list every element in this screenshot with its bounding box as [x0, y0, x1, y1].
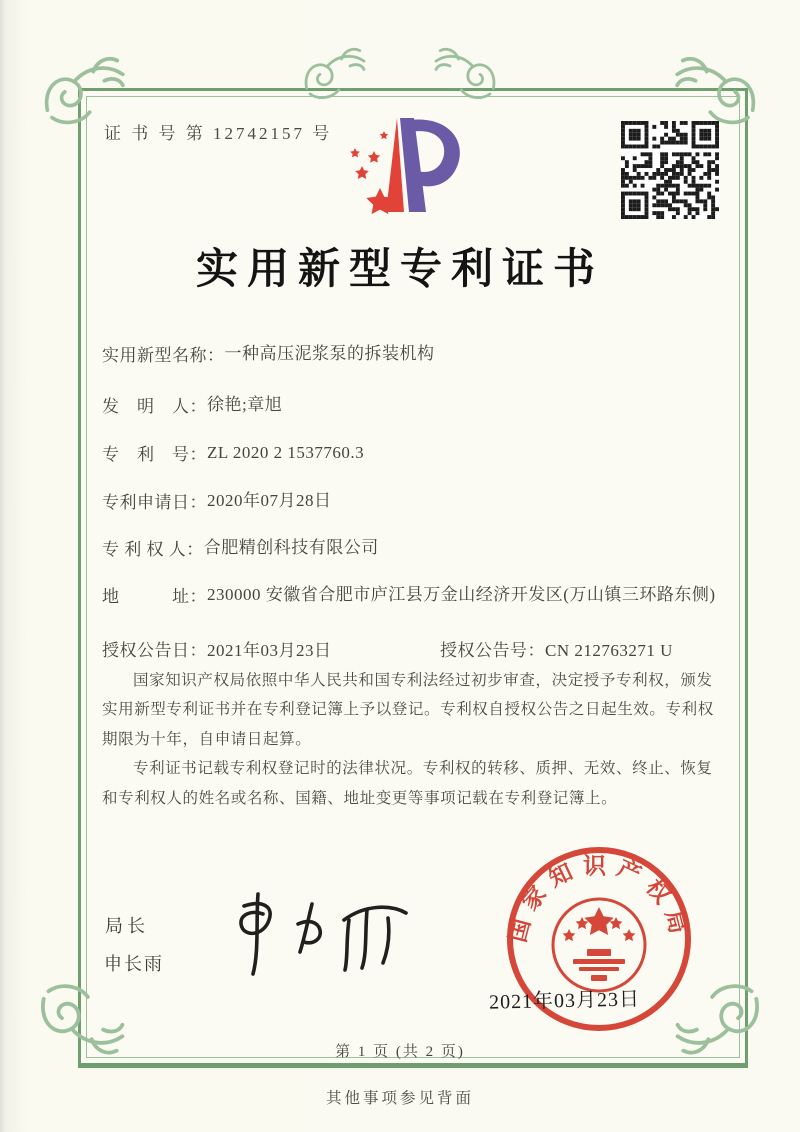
cnipa-logo-icon	[336, 106, 472, 237]
field-label: 地 址：	[102, 587, 207, 606]
field-value: 230000 安徽省合肥市庐江县万金山经济开发区(万山镇三环路东侧)	[207, 585, 716, 604]
grant-date-value: 2021年03月23日	[207, 641, 332, 660]
seal-date: 2021年03月23日	[488, 988, 641, 1014]
field-value: ZL 2020 2 1537760.3	[207, 443, 365, 462]
grant-number-value: CN 212763271 U	[545, 641, 673, 660]
legal-text-block	[102, 666, 714, 813]
seal-arc-text: 国家知识产权局	[504, 853, 694, 945]
field-value: 一种高压泥浆泵的拆装机构	[224, 344, 435, 363]
handwritten-signature	[212, 878, 424, 995]
back-side-note: 其他事项参见背面	[325, 1090, 474, 1107]
grant-number-label: 授权公告号：	[440, 641, 545, 660]
field-value: 2020年07月28日	[207, 491, 332, 510]
certificate-number: 证 书 号 第 12742157 号	[104, 124, 333, 143]
field-label: 实用新型名称：	[102, 346, 225, 365]
certificate-title: 实用新型专利证书	[195, 247, 604, 293]
field-utility-model-name	[102, 341, 716, 367]
field-value: 徐艳;章旭	[207, 395, 283, 414]
field-filing-date	[102, 488, 716, 514]
field-label: 专利申请日：	[102, 493, 207, 512]
grant-number-group	[440, 636, 673, 661]
field-grant-row	[102, 636, 716, 661]
field-patent-number	[102, 440, 716, 466]
field-label: 发 明 人：	[102, 397, 207, 416]
legal-paragraph: 专利证书记载专利权登记时的法律状况。专利权的转移、质押、无效、终止、恢复和专利权人的姓名或名称、国籍、地址变更等事项记载在专利登记簿上。	[102, 760, 713, 807]
commissioner-name: 申长雨	[104, 954, 164, 974]
grant-date-label: 授权公告日：	[102, 641, 207, 660]
commissioner-title: 局长	[105, 916, 149, 936]
field-label: 专 利 权 人：	[102, 540, 204, 559]
field-value: 合肥精创科技有限公司	[203, 538, 379, 557]
field-patentee	[102, 535, 716, 561]
field-address	[102, 582, 716, 608]
page-number: 第 1 页 (共 2 页)	[335, 1044, 465, 1060]
field-inventors	[102, 392, 716, 418]
legal-paragraph: 国家知识产权局依照中华人民共和国专利法经过初步审查，决定授予专利权，颁发实用新型专利证书并在专利登记簿上予以登记。专利权自授权公告之日起生效。专利权期限为十年，自申请日起算。	[102, 672, 714, 748]
field-label: 专 利 号：	[102, 445, 207, 464]
qr-code-icon	[621, 121, 719, 219]
